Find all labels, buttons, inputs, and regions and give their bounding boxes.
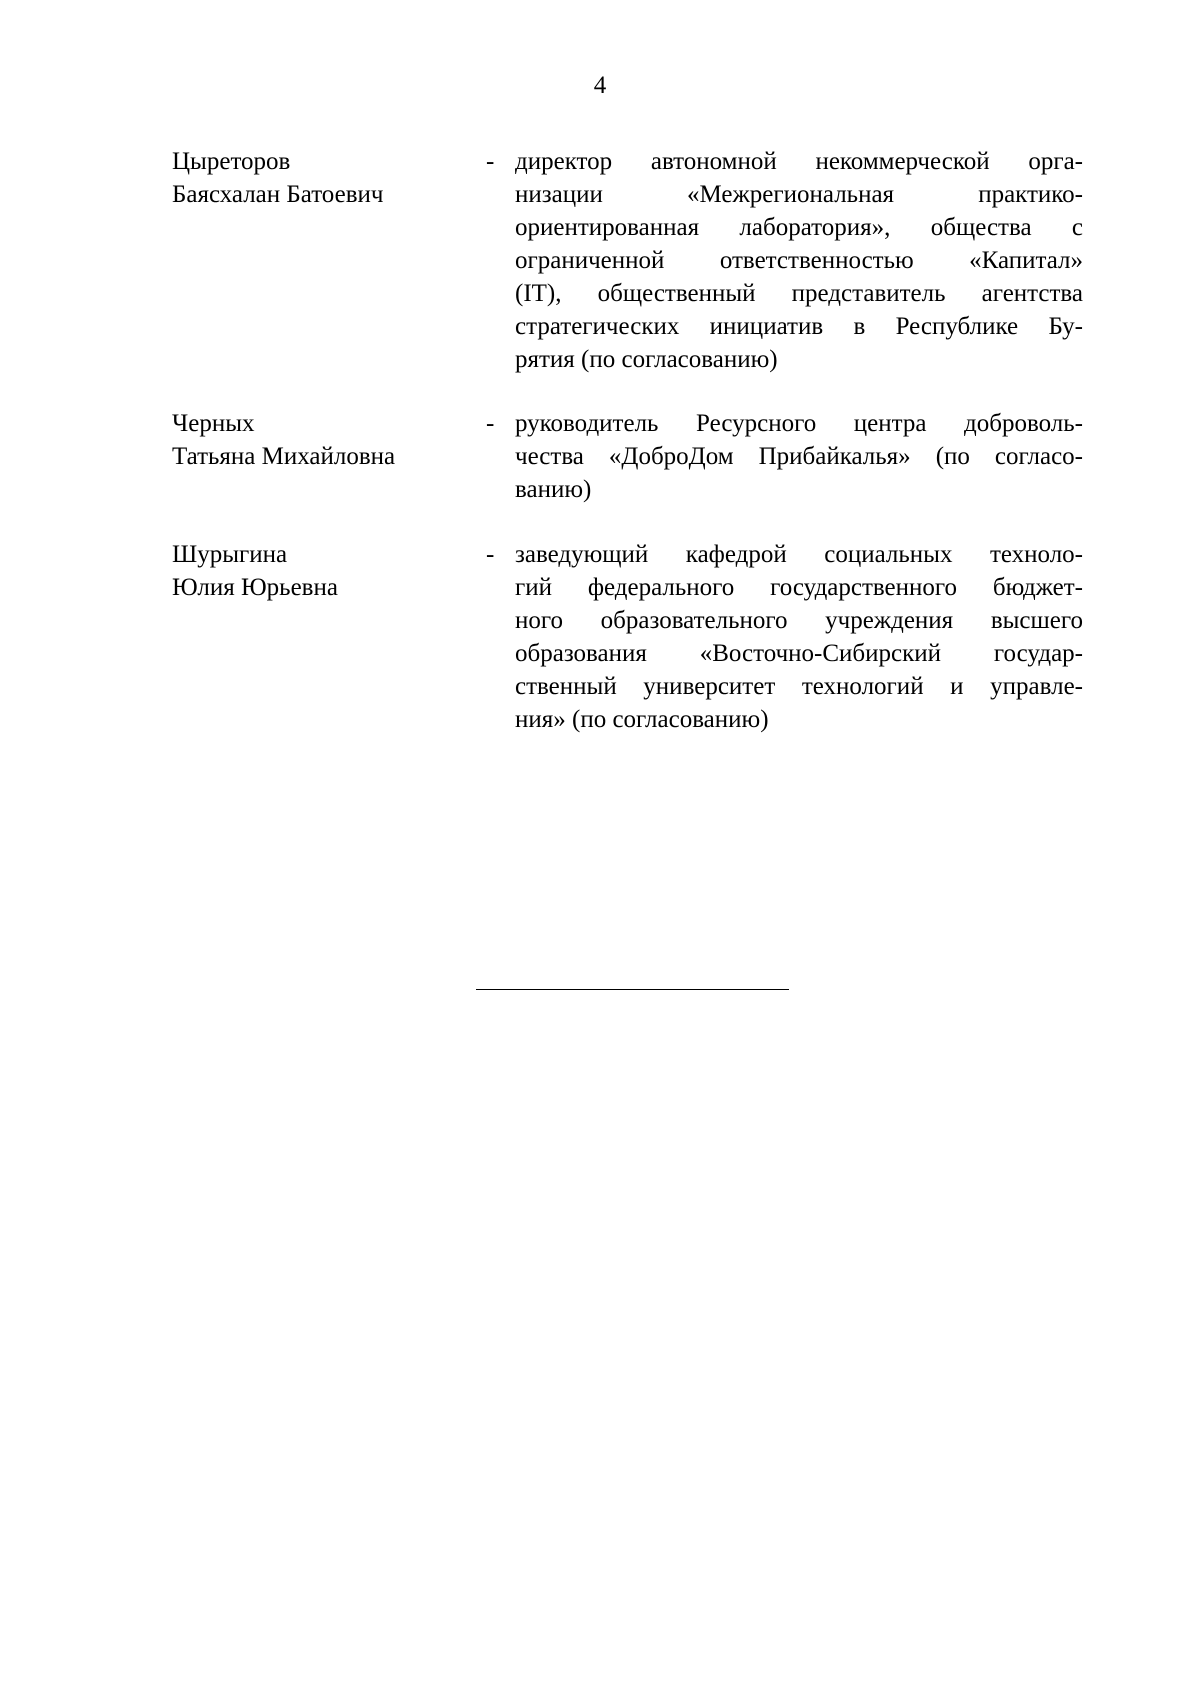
list-dash: - (486, 541, 495, 568)
member-surname: Черных (172, 410, 255, 437)
role-line: ориентированная лаборатория», общества с (515, 214, 1083, 241)
role-line: руководитель Ресурсного центра доброволь- (515, 410, 1083, 437)
role-line: рятия (по согласованию) (515, 346, 778, 373)
member-name (172, 538, 472, 604)
closing-rule (476, 989, 789, 990)
member-given-names: Юлия Юрьевна (172, 574, 338, 601)
role-line: ного образовательного учреждения высшего (515, 607, 1083, 634)
list-dash: - (486, 410, 495, 437)
role-line: ванию) (515, 476, 592, 503)
role-line: гий федерального государственного бюджет- (515, 574, 1083, 601)
member-role (515, 407, 1083, 506)
member-given-names: Татьяна Михайловна (172, 443, 396, 470)
role-line: ния» (по согласованию) (515, 706, 769, 733)
role-line: ственный университет технологий и управле- (515, 673, 1083, 700)
role-line: ограниченной ответственностью «Капитал» (515, 247, 1083, 274)
member-given-names: Баясхалан Батоевич (172, 181, 384, 208)
member-name (172, 145, 472, 211)
member-surname: Цыреторов (172, 148, 291, 175)
role-line: низации «Межрегиональная практико- (515, 181, 1083, 208)
member-name (172, 407, 472, 473)
member-role (515, 145, 1083, 376)
role-line: чества «ДоброДом Прибайкалья» (по согласо- (515, 443, 1083, 470)
role-line: образования «Восточно-Сибирский государ- (515, 640, 1083, 667)
role-line: (IT), общественный представитель агентства (515, 280, 1083, 307)
page-number: 4 (593, 72, 607, 99)
role-line: заведующий кафедрой социальных техноло- (515, 541, 1083, 568)
member-surname: Шурыгина (172, 541, 288, 568)
role-line: директор автономной некоммерческой орга- (515, 148, 1083, 175)
list-dash: - (486, 148, 495, 175)
role-line: стратегических инициатив в Республике Бу- (515, 313, 1083, 340)
member-role (515, 538, 1083, 736)
